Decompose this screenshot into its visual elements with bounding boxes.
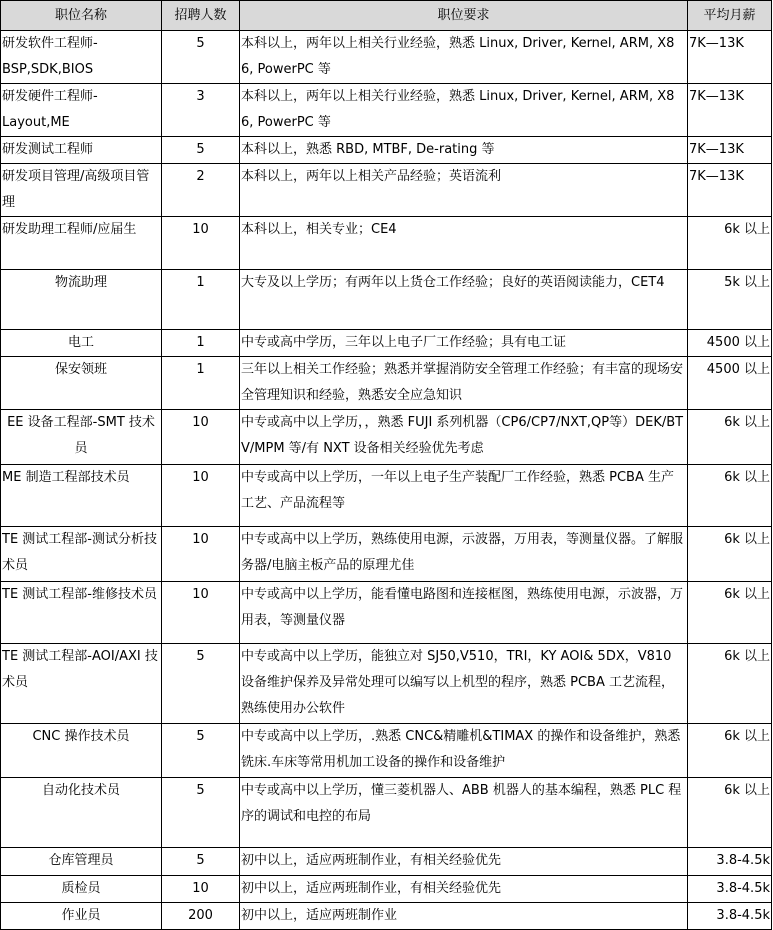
- header-count: 招聘人数: [162, 1, 240, 31]
- table-row: [1, 31, 772, 84]
- position-cell: 作业员: [1, 903, 162, 930]
- count-cell: 5: [162, 778, 240, 848]
- requirements-cell: 初中以上，适应两班制作业，有相关经验优先: [240, 876, 688, 903]
- position-cell: TE 测试工程部-维修技术员: [1, 582, 162, 644]
- count-cell: 5: [162, 724, 240, 778]
- count-cell: 10: [162, 465, 240, 527]
- requirements-cell: 本科以上，两年以上相关行业经验，熟悉 Linux, Driver, Kernel, ARM, X86, PowerPC 等: [240, 84, 688, 137]
- requirements-cell: 本科以上，两年以上相关产品经验；英语流利: [240, 164, 688, 217]
- count-cell: 5: [162, 848, 240, 876]
- table-row: [1, 357, 772, 410]
- header-requirements: 职位要求: [240, 1, 688, 31]
- table-row: [1, 724, 772, 778]
- count-cell: 10: [162, 582, 240, 644]
- salary-cell: 6k 以上: [688, 778, 772, 848]
- position-cell: 研发助理工程师/应届生: [1, 217, 162, 270]
- salary-cell: 6k 以上: [688, 644, 772, 724]
- count-cell: 200: [162, 903, 240, 930]
- requirements-cell: 中专或高中以上学历，，熟悉 FUJI 系列机器（CP6/CP7/NXT,QP等）DEK/BTV/MPM 等/有 NXT 设备相关经验优先考虑: [240, 410, 688, 465]
- salary-cell: 6k 以上: [688, 217, 772, 270]
- salary-cell: 3.8-4.5k: [688, 903, 772, 930]
- requirements-cell: 中专或高中以上学历，一年以上电子生产装配厂工作经验，熟悉 PCBA 生产工艺、产品流程等: [240, 465, 688, 527]
- count-cell: 5: [162, 644, 240, 724]
- header-salary: 平均月薪: [688, 1, 772, 31]
- table-row: [1, 644, 772, 724]
- count-cell: 1: [162, 357, 240, 410]
- count-cell: 1: [162, 270, 240, 330]
- header-row: [1, 1, 772, 31]
- position-cell: ME 制造工程部技术员: [1, 465, 162, 527]
- salary-cell: 7K—13K: [688, 84, 772, 137]
- position-cell: 研发测试工程师: [1, 137, 162, 164]
- requirements-cell: 中专或高中学历，三年以上电子厂工作经验；具有电工证: [240, 330, 688, 357]
- salary-cell: 6k 以上: [688, 410, 772, 465]
- position-cell: 研发软件工程师-BSP,SDK,BIOS: [1, 31, 162, 84]
- requirements-cell: 中专或高中以上学历，能独立对 SJ50,V510，TRI，KY AOI& 5DX，V810 设备维护保养及异常处理可以编写以上机型的程序，熟悉 PCBA 工艺流程，熟练使用办公软件: [240, 644, 688, 724]
- requirements-cell: 中专或高中以上学历，懂三菱机器人、ABB 机器人的基本编程，熟悉 PLC 程序的调试和电控的布局: [240, 778, 688, 848]
- requirements-cell: 本科以上，相关专业；CE4: [240, 217, 688, 270]
- count-cell: 1: [162, 330, 240, 357]
- table-row: [1, 84, 772, 137]
- position-cell: 仓库管理员: [1, 848, 162, 876]
- count-cell: 3: [162, 84, 240, 137]
- position-cell: 研发项目管理/高级项目管理: [1, 164, 162, 217]
- salary-cell: 6k 以上: [688, 724, 772, 778]
- header-position: 职位名称: [1, 1, 162, 31]
- table-row: [1, 527, 772, 582]
- salary-cell: 6k 以上: [688, 465, 772, 527]
- requirements-cell: 中专或高中以上学历，.熟悉 CNC&精雕机&TIMAX 的操作和设备维护，熟悉铣床.车床等常用机加工设备的操作和设备维护: [240, 724, 688, 778]
- salary-cell: 7K—13K: [688, 164, 772, 217]
- position-cell: CNC 操作技术员: [1, 724, 162, 778]
- table-row: [1, 330, 772, 357]
- table-row: [1, 876, 772, 903]
- requirements-cell: 本科以上，两年以上相关行业经验，熟悉 Linux, Driver, Kernel, ARM, X86, PowerPC 等: [240, 31, 688, 84]
- salary-cell: 6k 以上: [688, 527, 772, 582]
- count-cell: 10: [162, 410, 240, 465]
- position-cell: 物流助理: [1, 270, 162, 330]
- position-cell: TE 测试工程部-AOI/AXI 技术员: [1, 644, 162, 724]
- table-row: [1, 270, 772, 330]
- salary-cell: 6k 以上: [688, 582, 772, 644]
- position-cell: 质检员: [1, 876, 162, 903]
- count-cell: 10: [162, 217, 240, 270]
- salary-cell: 3.8-4.5k: [688, 876, 772, 903]
- salary-cell: 4500 以上: [688, 330, 772, 357]
- count-cell: 10: [162, 527, 240, 582]
- requirements-cell: 中专或高中以上学历，熟练使用电源，示波器，万用表，等测量仪器。了解服务器/电脑主板产品的原理尤佳: [240, 527, 688, 582]
- position-cell: 电工: [1, 330, 162, 357]
- count-cell: 5: [162, 137, 240, 164]
- count-cell: 2: [162, 164, 240, 217]
- table-row: [1, 778, 772, 848]
- requirements-cell: 初中以上，适应两班制作业，有相关经验优先: [240, 848, 688, 876]
- position-cell: EE 设备工程部-SMT 技术员: [1, 410, 162, 465]
- position-cell: 保安领班: [1, 357, 162, 410]
- salary-cell: 7K—13K: [688, 31, 772, 84]
- requirements-cell: 中专或高中以上学历，能看懂电路图和连接框图，熟练使用电源，示波器，万用表，等测量仪器: [240, 582, 688, 644]
- count-cell: 5: [162, 31, 240, 84]
- table-row: [1, 465, 772, 527]
- position-cell: TE 测试工程部-测试分析技术员: [1, 527, 162, 582]
- requirements-cell: 三年以上相关工作经验；熟悉并掌握消防安全管理工作经验；有丰富的现场安全管理知识和经验，熟悉安全应急知识: [240, 357, 688, 410]
- count-cell: 10: [162, 876, 240, 903]
- table-row: [1, 137, 772, 164]
- table-row: [1, 217, 772, 270]
- table-row: [1, 582, 772, 644]
- position-cell: 研发硬件工程师-Layout,ME: [1, 84, 162, 137]
- table-row: [1, 410, 772, 465]
- requirements-cell: 大专及以上学历；有两年以上货仓工作经验；良好的英语阅读能力，CET4: [240, 270, 688, 330]
- salary-cell: 4500 以上: [688, 357, 772, 410]
- table-row: [1, 903, 772, 930]
- position-cell: 自动化技术员: [1, 778, 162, 848]
- salary-cell: 3.8-4.5k: [688, 848, 772, 876]
- table-row: [1, 164, 772, 217]
- requirements-cell: 本科以上，熟悉 RBD, MTBF, De-rating 等: [240, 137, 688, 164]
- salary-cell: 7K—13K: [688, 137, 772, 164]
- salary-cell: 5k 以上: [688, 270, 772, 330]
- table-row: [1, 848, 772, 876]
- requirements-cell: 初中以上，适应两班制作业: [240, 903, 688, 930]
